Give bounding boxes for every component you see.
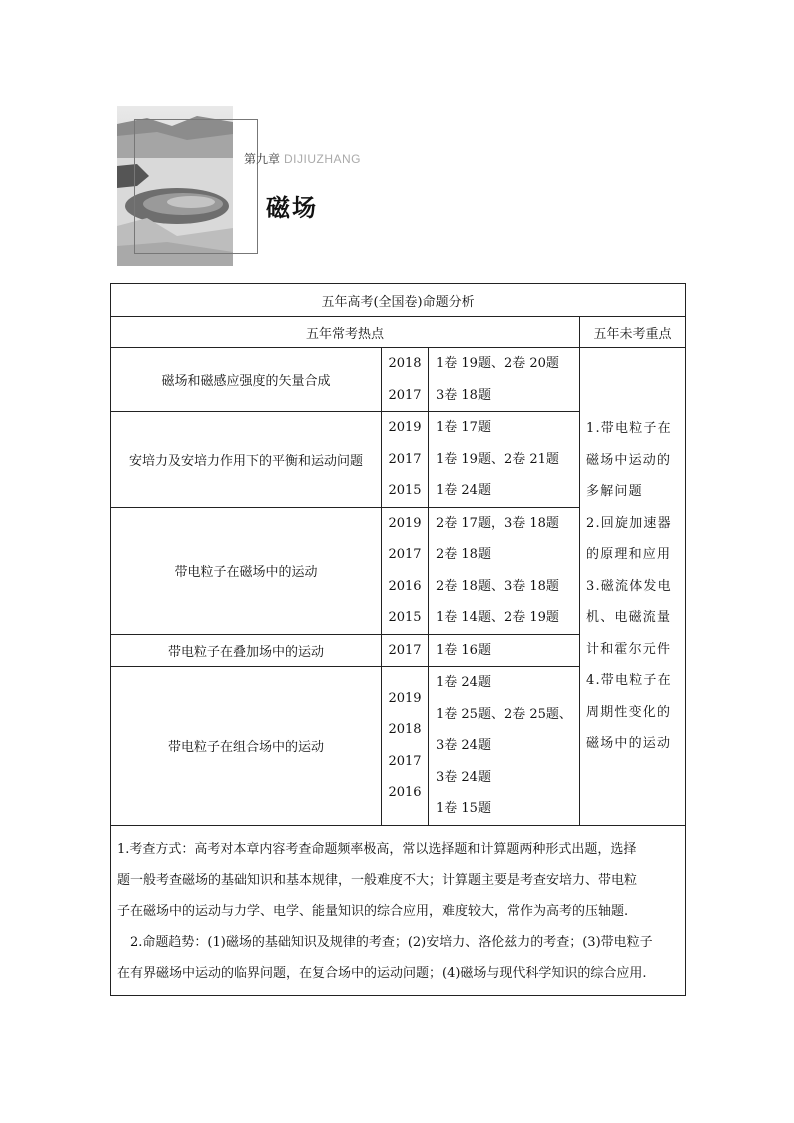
focus-line: 2.回旋加速器 [586, 515, 672, 531]
years-cell [382, 348, 429, 412]
header-hot-topics: 五年常考热点 [111, 317, 580, 348]
papers-cell [429, 348, 580, 412]
year: 2017 [388, 753, 422, 769]
notes-line: 2.命题趋势：(1)磁场的基础知识及规律的考查；(2)安培力、洛伦兹力的考查；(3)带电粒子 [130, 934, 653, 950]
chapter-label-latin: DIJIUZHANG [284, 152, 362, 166]
year: 2015 [388, 483, 422, 498]
paper: 1卷 17题 [436, 420, 491, 435]
frame-right-line [257, 119, 258, 253]
frame-left-line [134, 119, 135, 253]
year: 2018 [388, 356, 422, 371]
topic-cell: 带电粒子在磁场中的运动 [111, 507, 382, 634]
paper: 1卷 24题 [436, 675, 491, 690]
topic-cell: 磁场和磁感应强度的矢量合成 [111, 348, 382, 412]
focus-line: 周期性变化的 [586, 704, 672, 720]
years-cell [382, 507, 429, 634]
papers-cell [429, 507, 580, 634]
year: 2017 [388, 451, 422, 467]
years-cell [382, 634, 429, 667]
year: 2019 [388, 420, 422, 435]
focus-line: 磁场中的运动 [586, 736, 672, 751]
chapter-number [244, 150, 361, 167]
notes-line: 题一般考查磁场的基础知识和基本规律，一般难度不大；计算题主要是考查安培力、带电粒 [117, 872, 638, 888]
chapter-label-cn: 第九章 [244, 152, 281, 166]
year: 2015 [388, 610, 422, 625]
table-title-row [111, 284, 686, 317]
year: 2019 [388, 690, 422, 706]
year: 2018 [388, 722, 422, 738]
focus-line: 磁场中运动的 [586, 452, 672, 468]
paper: 1卷 24题 [436, 483, 491, 498]
table-title: 五年高考(全国卷)命题分析 [111, 284, 686, 317]
header-untested-focus: 五年未考重点 [580, 317, 686, 348]
topic-cell: 带电粒子在叠加场中的运动 [111, 634, 382, 667]
focus-line: 1.带电粒子在 [586, 421, 672, 436]
exam-analysis-table [110, 283, 686, 996]
notes-cell [111, 825, 686, 995]
topic-cell: 带电粒子在组合场中的运动 [111, 667, 382, 826]
year: 2016 [388, 785, 422, 801]
topic-cell: 安培力及安培力作用下的平衡和运动问题 [111, 412, 382, 508]
paper: 3卷 24题 [436, 738, 491, 753]
notes-line: 1.考查方式：高考对本章内容考查命题频率极高，常以选择题和计算题两种形式出题，选择 [117, 841, 637, 857]
year: 2017 [388, 547, 422, 562]
year: 2016 [388, 578, 422, 594]
paper: 1卷 25题、2卷 25题、 [436, 706, 572, 722]
paper: 2卷 18题 [436, 547, 491, 562]
table-row [111, 348, 686, 412]
untested-focus-cell [580, 348, 686, 826]
year: 2019 [388, 515, 422, 531]
paper: 1卷 19题、2卷 20题 [436, 356, 559, 371]
paper: 2卷 18题、3卷 18题 [436, 578, 559, 594]
focus-line: 4.带电粒子在 [586, 673, 672, 688]
papers-cell [429, 667, 580, 826]
focus-line: 的原理和应用 [586, 547, 672, 562]
focus-line: 机、电磁流量 [586, 610, 672, 625]
paper: 1卷 15题 [436, 801, 491, 816]
years-cell [382, 667, 429, 826]
focus-line: 3.磁流体发电 [586, 578, 672, 594]
papers-cell [429, 634, 580, 667]
years-cell [382, 412, 429, 508]
table-header-row [111, 317, 686, 348]
notes-row [111, 825, 686, 995]
paper: 1卷 19题、2卷 21题 [436, 451, 559, 467]
frame-bottom-line [134, 253, 258, 254]
paper: 3卷 18题 [436, 387, 491, 403]
focus-line: 计和霍尔元件 [586, 641, 672, 657]
chapter-title: 磁场 [266, 194, 318, 222]
paper: 1卷 14题、2卷 19题 [436, 610, 559, 625]
paper: 1卷 16题 [436, 642, 491, 658]
paper: 2卷 17题，3卷 18题 [436, 515, 559, 531]
notes-line: 在有界磁场中运动的临界问题，在复合场中的运动问题；(4)磁场与现代科学知识的综合应用. [117, 965, 647, 981]
frame-top-line [134, 119, 258, 120]
notes-line: 子在磁场中的运动与力学、电学、能量知识的综合应用，难度较大，常作为高考的压轴题. [117, 903, 629, 919]
year: 2017 [388, 642, 422, 658]
year: 2017 [388, 387, 422, 403]
paper: 3卷 24题 [436, 769, 491, 785]
papers-cell [429, 412, 580, 508]
focus-line: 多解问题 [586, 484, 643, 499]
